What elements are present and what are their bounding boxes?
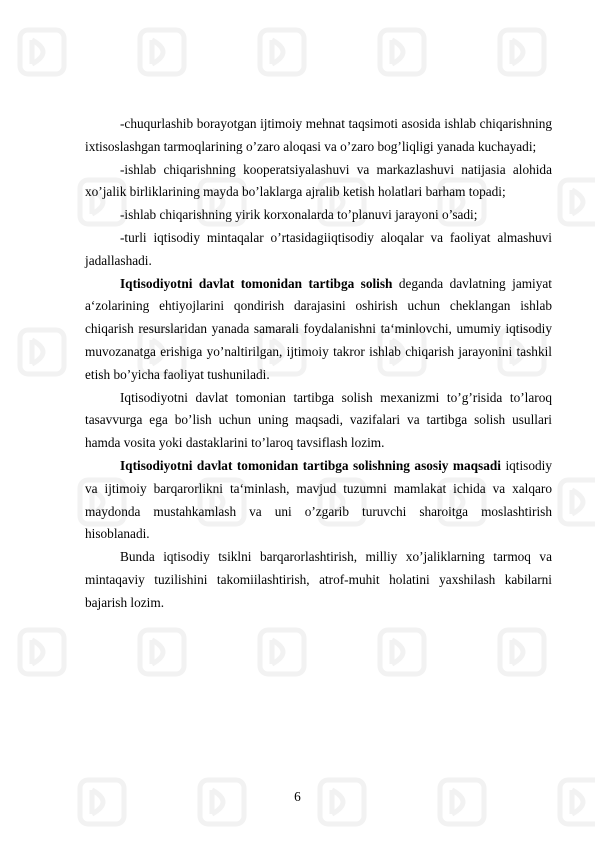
page-number: 6 [294, 789, 301, 804]
paragraph-1: -chuqurlashib borayotgan ijtimoiy mehnat taqsimoti asosida ishlab chiqarishning ixtisoslashgan tarmoqlarining o’zaro aloqasi va o’zaro bog’liqligi yanada kuchayadi; [85, 116, 552, 154]
paragraph-6: Iqtisodiyotni davlat tomonian tartibga solish mexanizmi to’g’risida to’laroq tasavvurga ega bo’lish uchun uning maqsadi, vazifalari va tartibga solish usullari hamda vosita yoki dastaklarini to’laroq tavsiflash lozim. [85, 389, 552, 451]
watermark-mark [500, 630, 544, 674]
main-goal-term: Iqtisodiyotni davlat tomonidan tartibga solishning asosiy maqsadi [120, 457, 501, 473]
document-body [85, 113, 552, 615]
watermark-mark [380, 30, 424, 74]
paragraph-7-main-goal: Iqtisodiyotni davlat tomonidan tartibga solishning asosiy maqsadi iqtisodiy va ijtimoiy barqarorlikni ta‘minlash, mavjud tuzumni mamlakat ichida va xalqaro maydonda mustahkamlash va uni o’zgarib turuvchi sharoitga moslashtirish hisoblanadi. [85, 457, 552, 542]
paragraph-5-definition: Iqtisodiyotni davlat tomonidan tartibga solish deganda davlatning jamiyat a‘zolarining ehtiyojlarini qondirish darajasini oshirish uchun cheklangan ishlab chiqarish resurslaridan yanada samarali foydalanishni ta‘minlovchi, umumiy iqtisodiy muvozanatga erishiga yo’naltirilgan, ijtimoiy takror ishlab chiqarish jarayonini tashkil etish bo’yicha faoliyat tushuniladi. [85, 275, 552, 382]
watermark-mark [20, 630, 64, 674]
paragraph-3: -ishlab chiqarishning yirik korxonalarda to’planuvi jarayoni o’sadi; [120, 207, 478, 223]
watermark-mark [560, 180, 595, 224]
paragraph-2: -ishlab chiqarishning kooperatsiyalashuvi va markazlashuvi natijasia alohida xo’jalik birliklarining mayda bo’laklarga ajralib ketish holatlari barham topadi; [85, 161, 552, 200]
watermark-mark [20, 330, 64, 374]
watermark-mark [260, 630, 304, 674]
watermark-mark [140, 30, 184, 74]
definition-term: Iqtisodiyotni davlat tomonidan tartibga solish [120, 275, 393, 291]
watermark-mark [20, 30, 64, 74]
paragraph-8: Bunda iqtisodiy tsiklni barqarorlashtirish, milliy xo’jaliklarning tarmoq va mintaqaviy tuzilishini takomiilashtirish, atrof-muhit holatini yaxshilash kabilarni bajarish lozim. [85, 549, 552, 610]
paragraph-4: -turli iqtisodiy mintaqalar o’rtasidagiiqtisodiy aloqalar va faoliyat almashuvi jadallashadi. [85, 229, 552, 268]
watermark-mark [140, 630, 184, 674]
watermark-mark [500, 30, 544, 74]
watermark-mark [380, 630, 424, 674]
watermark-mark [560, 480, 595, 524]
watermark-mark [260, 30, 304, 74]
